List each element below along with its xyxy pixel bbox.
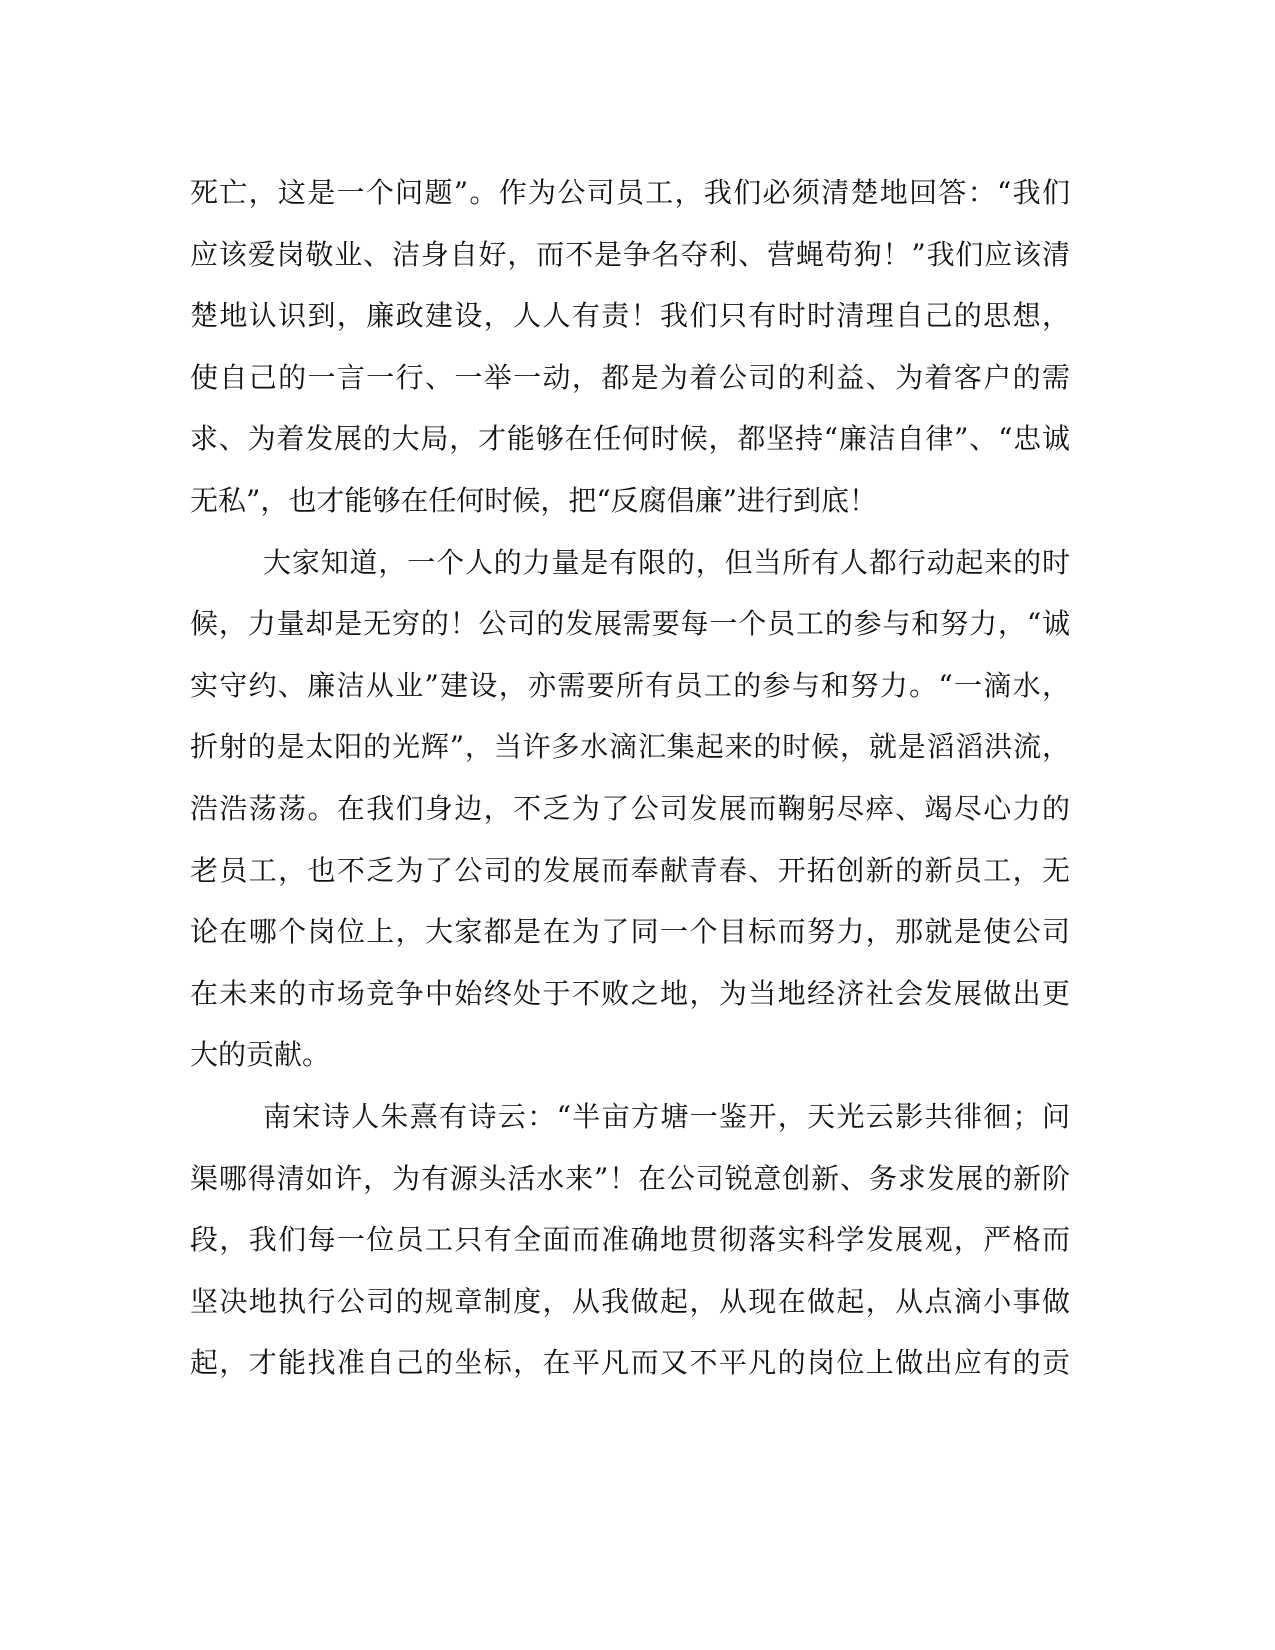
text-line: 应该爱岗敬业、洁身自好，而不是争名夺利、营蝇苟狗！”我们应该清: [190, 237, 1070, 271]
text-line: 大的贡献。: [190, 1038, 331, 1072]
text-line: 求、为着发展的大局，才能够在任何时候，都坚持“廉洁自律”、“忠诚: [190, 422, 1070, 456]
text-line: 候，力量却是无穷的！公司的发展需要每一个员工的参与和努力，“诚: [190, 607, 1070, 641]
body-text: [190, 162, 1070, 1394]
text-line: 无私”，也才能够在任何时候，把“反腐倡廉”进行到底！: [190, 483, 877, 517]
paragraph-start-line: 大家知道，一个人的力量是有限的，但当所有人都行动起来的时: [263, 545, 1070, 579]
text-line: 死亡，这是一个问题”。作为公司员工，我们必须清楚地回答：“我们: [190, 176, 1070, 209]
text-line: 使自己的一言一行、一举一动，都是为着公司的利益、为着客户的需: [190, 360, 1070, 394]
text-line: 老员工，也不乏为了公司的发展而奉献青春、开拓创新的新员工，无: [190, 853, 1070, 887]
text-line: 论在哪个岗位上，大家都是在为了同一个目标而努力，那就是使公司: [190, 915, 1070, 949]
text-line: 起，才能找准自己的坐标，在平凡而又不平凡的岗位上做出应有的贡: [190, 1346, 1070, 1380]
text-line: 实守约、廉洁从业”建设，亦需要所有员工的参与和努力。“一滴水，: [190, 668, 1070, 702]
text-line: 在未来的市场竞争中始终处于不败之地，为当地经济社会发展做出更: [190, 976, 1070, 1010]
text-line: 坚决地执行公司的规章制度，从我做起，从现在做起，从点滴小事做: [190, 1284, 1070, 1318]
text-line: 浩浩荡荡。在我们身边，不乏为了公司发展而鞠躬尽瘁、竭尽心力的: [190, 791, 1070, 825]
text-line: 楚地认识到，廉政建设，人人有责！我们只有时时清理自己的思想，: [190, 299, 1070, 333]
text-line: 折射的是太阳的光辉”，当许多水滴汇集起来的时候，就是滔滔洪流，: [190, 730, 1070, 764]
paragraph-start-line: 南宋诗人朱熹有诗云：“半亩方塘一鉴开，天光云影共徘徊；问: [263, 1099, 1070, 1133]
text-line: 段，我们每一位员工只有全面而准确地贯彻落实科学发展观，严格而: [190, 1223, 1070, 1257]
text-line: 渠哪得清如许，为有源头活水来”！在公司锐意创新、务求发展的新阶: [190, 1161, 1070, 1195]
